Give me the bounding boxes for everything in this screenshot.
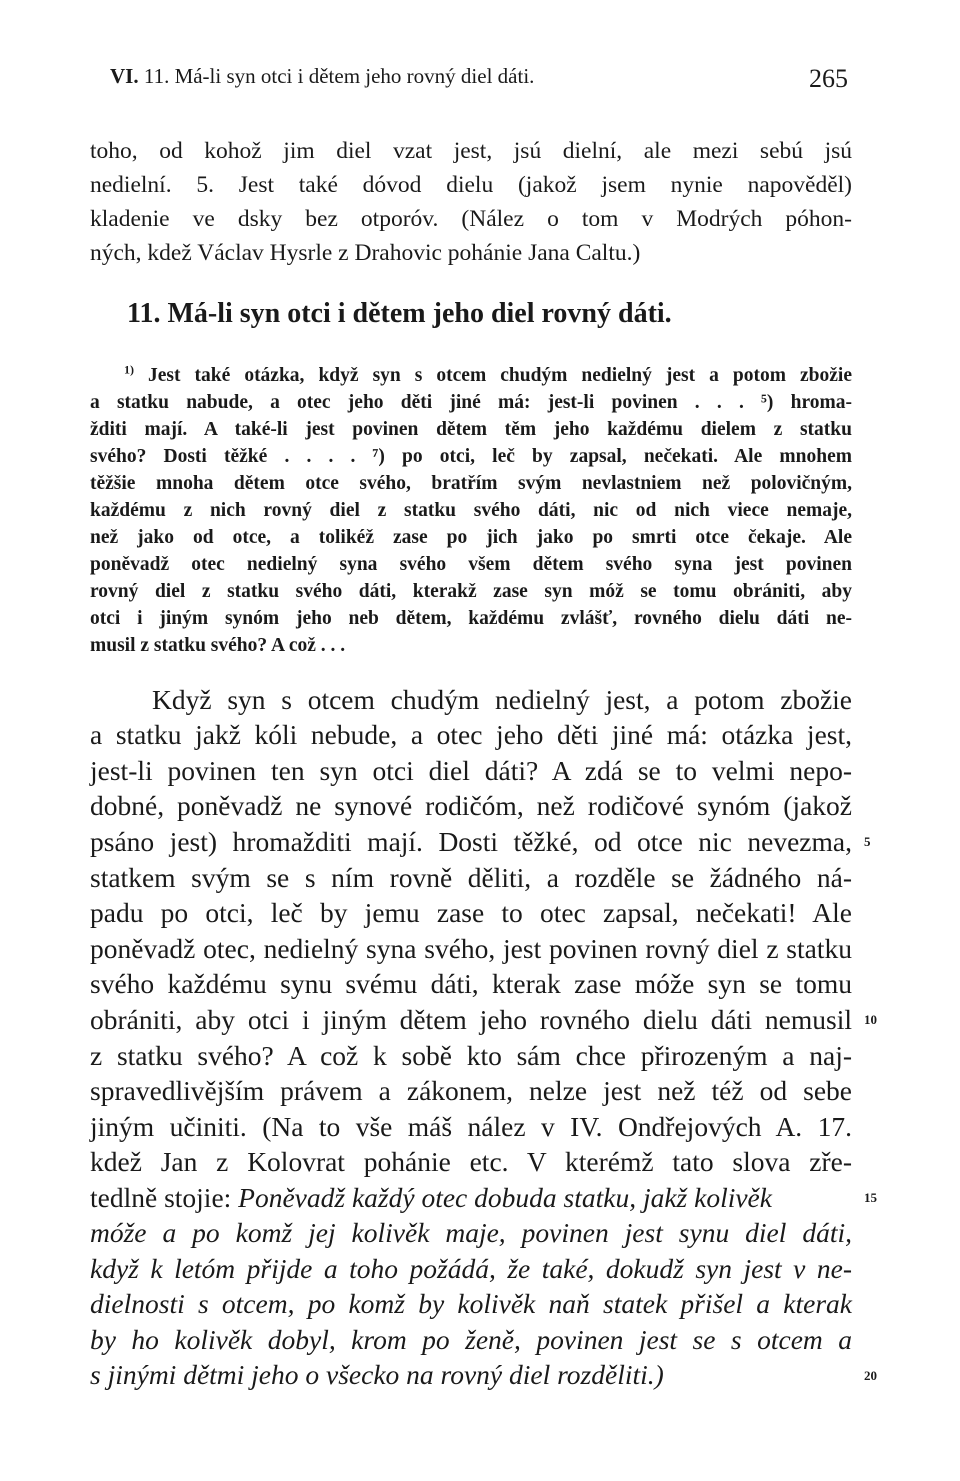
running-header xyxy=(110,64,534,89)
body-line: kdež Jan z Kolovrat pohánie etc. V kterémž tato slova zře- xyxy=(90,1146,852,1177)
body-line: padu po otci, leč by jemu zase to otec zapsal, nečekati! Ale xyxy=(90,897,852,928)
footnote-marker: 1) xyxy=(124,362,134,377)
body-line: Když syn s otcem chudým nedielný jest, a potom zbožie xyxy=(152,684,852,715)
body-line: poněvadž otec, nedielný syna svého, jest povinen rovný diel z statku xyxy=(90,933,852,964)
body-line: z statku svého? A což k sobě kto sám chce přirozeným a naj- xyxy=(90,1040,852,1071)
quote-line: móže a po komž jej kolivěk maje, povinen jest synu diel dáti, xyxy=(90,1217,852,1248)
footnote-line: a statku nabude, a otec jeho děti jiné má: jest-li povinen . . . ⁵) hroma- xyxy=(90,392,852,413)
intro-line: ných, kdež Václav Hysrle z Drahovic pohánie Jana Caltu.) xyxy=(90,240,641,266)
body-line: svého každému synu svému dáti, kterak zase móže syn se tomu xyxy=(90,968,852,999)
body-line: jiným učiniti. (Na to vše máš nález v IV. Ondřejových A. 17. xyxy=(90,1111,852,1142)
body-line: spravedlivějším právem a zákonem, nelze jest než též od sebe xyxy=(90,1075,852,1106)
intro-line: kladenie ve dsky bez otporóv. (Nález o tom v Modrých póhon- xyxy=(90,206,852,232)
footnote-line: než jako od otce, a tolikéž zase po jich jako po smrti otce čekaje. Ale xyxy=(90,527,852,548)
section-heading: 11. Má-li syn otci i dětem jeho diel rovný dáti. xyxy=(127,298,672,329)
running-title: 11. Má-li syn otci i dětem jeho rovný diel dáti. xyxy=(143,64,535,88)
quote-line: když k letóm přijde a toho požádá, že také, dokudž syn jest v ne- xyxy=(90,1253,852,1284)
footnote-line: musil z statku svého? A což . . . xyxy=(90,635,346,656)
footnote-line: každému z nich rovný diel z statku svého dáti, nic od nich viece nemaje, xyxy=(90,500,852,521)
line-number: 10 xyxy=(864,1012,877,1027)
line-number: 20 xyxy=(864,1368,877,1383)
page-number: 265 xyxy=(809,64,848,93)
intro-line: toho, od kohož jim diel vzat jest, jsú dielní, ale mezi sebú jsú xyxy=(90,138,852,164)
footnote-line: otci i jiným synóm jeho neb dětem, každému zvlášť, rovného dielu dáti ne- xyxy=(90,608,852,629)
footnote-line: rovný diel z statku svého dáti, kterakž zase syn móž se tomu obrániti, aby xyxy=(90,581,852,602)
intro-line: nedielní. 5. Jest také dóvod dielu (jakož jsem nynie napověděl) xyxy=(90,172,852,198)
footnote-line: žditi mají. A také-li jest povinen dětem těm jeho každému dielem z statku xyxy=(90,419,852,440)
quote-line: s jinými dětmi jeho o všecko na rovný diel rozděliti.) xyxy=(90,1359,664,1390)
line-number: 15 xyxy=(864,1190,877,1205)
footnote-line: těžšie mnoha dětem otce svého, bratřím svým nevlastniem než polovičným, xyxy=(90,473,852,494)
body-line: a statku jakž kóli nebude, a otec jeho děti jiné má: otázka jest, xyxy=(90,719,852,750)
body-line: jest-li povinen ten syn otci diel dáti? A zdá se to velmi nepo- xyxy=(90,755,852,786)
footnote-text: Jest také otázka, když syn s otcem chudým nedielný jest a potom zbožie xyxy=(148,365,853,386)
body-line: psáno jest) hromažditi mají. Dosti těžké, od otce nic nevezma, xyxy=(90,826,852,857)
body-line xyxy=(90,1182,852,1214)
quote-text: Poněvadž každý otec dobuda statku, jakž kolivěk xyxy=(238,1182,772,1213)
footnote-line: poněvadž otec nedielný syna svého všem dětem svého syna jest povinen xyxy=(90,554,852,575)
body-line: obrániti, aby otci i jiným dětem jeho rovného dielu dáti nemusil xyxy=(90,1004,852,1035)
quote-intro: tedlně stojie: xyxy=(90,1182,232,1213)
chapter-number: VI. xyxy=(110,64,139,88)
quote-line: by ho kolivěk dobyl, krom po ženě, povinen jest se s otcem a xyxy=(90,1324,852,1355)
body-line: dobné, poněvadž ne synové rodičóm, než rodičové synóm (jakož xyxy=(90,790,852,821)
body-line: statkem svým se s ním rovně děliti, a rozděle se žádného ná- xyxy=(90,862,852,893)
footnote-line: svého? Dosti těžké . . . . ⁷) po otci, leč by zapsal, nečekati. Ale mnohem xyxy=(90,446,852,467)
footnote-first-line xyxy=(124,362,853,387)
quote-line: dielnosti s otcem, po komž by kolivěk naň statek přišel a kterak xyxy=(90,1288,852,1319)
line-number: 5 xyxy=(864,834,871,849)
